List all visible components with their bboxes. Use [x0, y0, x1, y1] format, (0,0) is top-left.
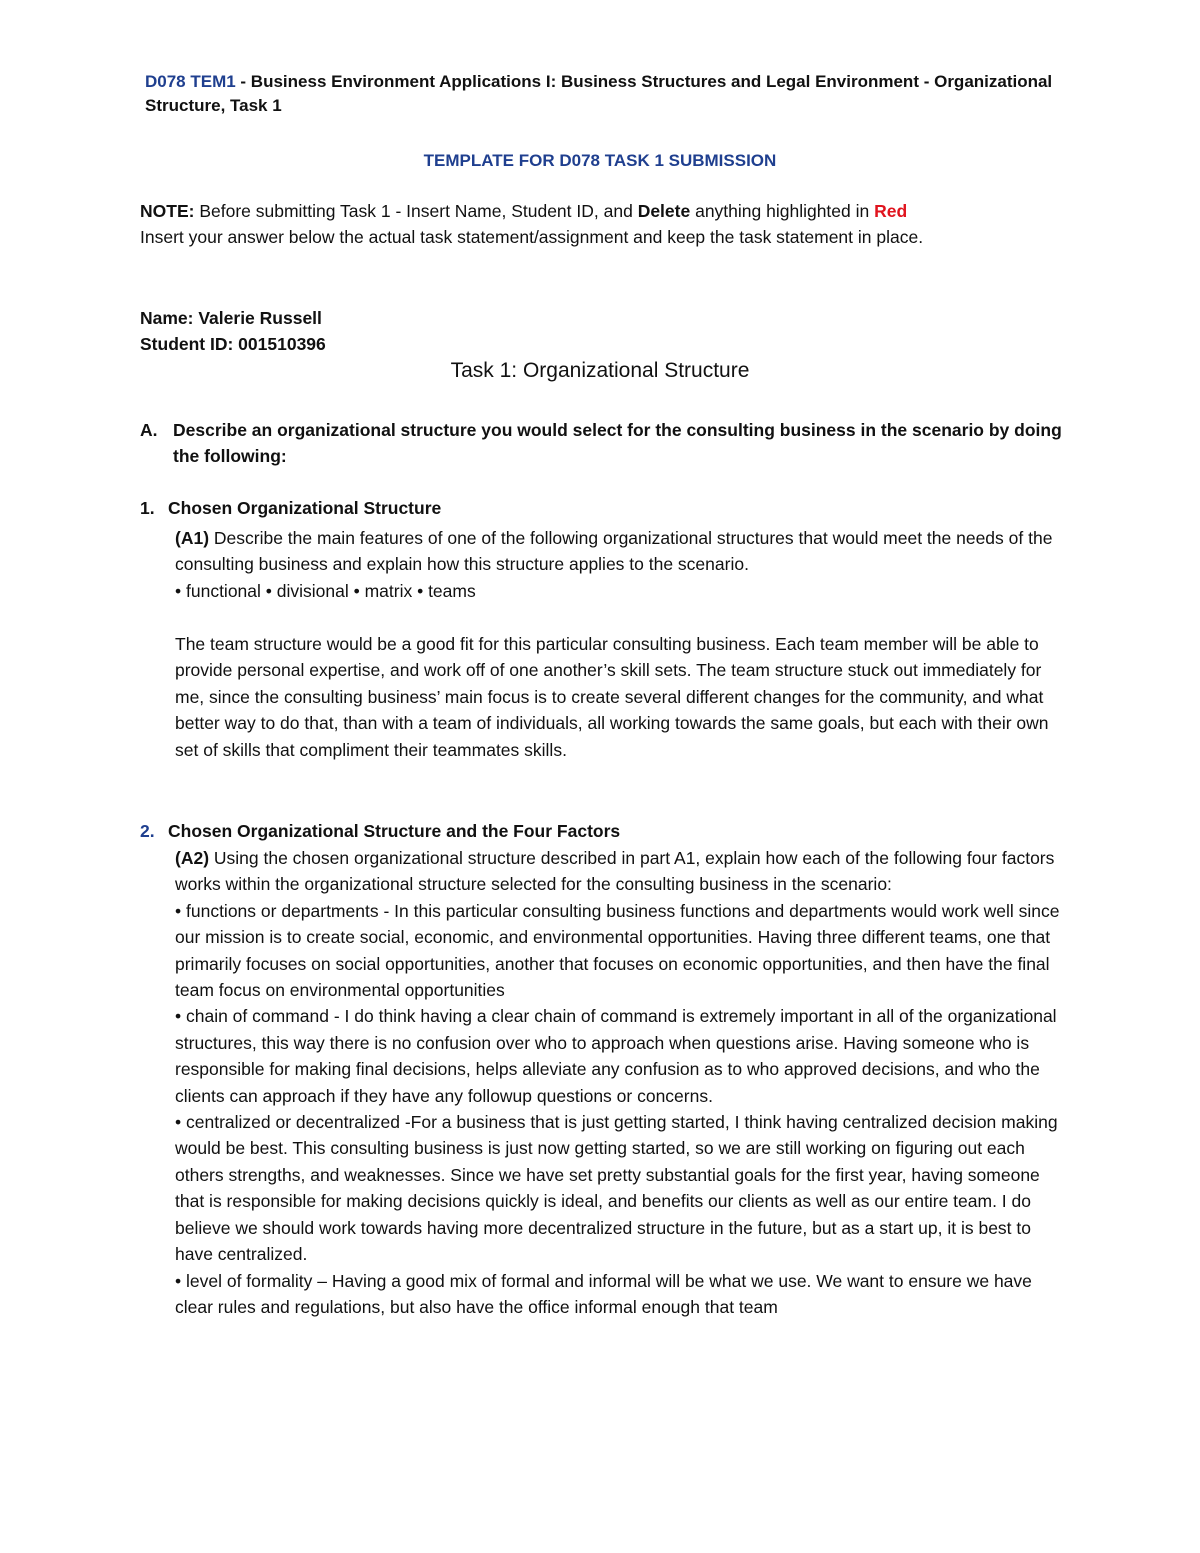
part1-prompt-text — [175, 525, 1070, 578]
course-title: - Business Environment Applications I: Business Structures and Legal Environment - Organizational Structure, Task 1 — [145, 72, 1053, 115]
note-line-1 — [140, 198, 1070, 224]
note-label: NOTE: — [140, 201, 195, 221]
task-title: Task 1: Organizational Structure — [450, 359, 750, 382]
part1-heading — [140, 495, 441, 521]
note-text-1: Before submitting Task 1 - Insert Name, Student ID, and — [194, 201, 638, 221]
red-word: Red — [874, 201, 908, 221]
note-text-2: anything highlighted in — [690, 201, 875, 221]
delete-word: Delete — [637, 201, 691, 221]
bullet-centralization: • centralized or decentralized -For a business that is just getting started, I think having centralized decision making would be best. This consulting business is just now getting started, so we are still working on figuring out each others strengths, and weaknesses. Since we have set pretty substantial goals for the first year, having someone that is responsible for making decisions quickly is ideal, and benefits our clients as well as our entire team. I do believe we should work towards having more decentralized structure in the future, but as a start up, it is best to have centralized. — [175, 1112, 1058, 1265]
part2-heading-text: Chosen Organizational Structure and the Four Factors — [168, 821, 621, 841]
bullet-chain-of-command: • chain of command - I do think having a clear chain of command is extremely important in all of the organizational structures, this way there is no confusion over who to approach when questions arise. Having someone who is responsible for making final decisions, helps alleviate any confusion as to who approved decisions, and who the clients can approach if they have any followup questions or concerns. — [175, 1006, 1057, 1106]
course-code: D078 TEM1 — [145, 72, 236, 91]
section-a-text: Describe an organizational structure you would select for the consulting business in the scenario by doing the following: — [173, 420, 1062, 467]
part2-body — [175, 845, 1070, 1320]
part2-code: (A2) — [175, 848, 210, 868]
part2-prompt-body: Using the chosen organizational structure described in part A1, explain how each of the following four factors works within the organizational structure selected for the consulting business in the scenario: — [175, 848, 1055, 895]
bullet-functions: • functions or departments - In this particular consulting business functions and departments would work well since our mission is to create social, economic, and environmental opportunities. Having three different teams, one that primarily focuses on social opportunities, another that focuses on economic opportunities, and then have the final team focus on environmental opportunities — [175, 900, 1060, 1001]
part1-heading-text: Chosen Organizational Structure — [168, 498, 442, 518]
section-a-label: A. — [140, 420, 158, 440]
part2-number: 2. — [140, 821, 155, 841]
part1-number: 1. — [140, 498, 155, 518]
part2-heading — [140, 818, 620, 844]
bullet-formality: • level of formality – Having a good mix of formal and informal will be what we use. We want to ensure we have clear rules and regulations, but also have the office informal enough that team — [175, 1270, 1032, 1317]
note-block — [140, 198, 1070, 251]
part1-prompt — [175, 525, 1070, 604]
student-name: Name: Valerie Russell — [140, 308, 322, 328]
part1-options: • functional • divisional • matrix • teams — [175, 580, 476, 601]
document-header — [145, 70, 1065, 118]
student-id: Student ID: 001510396 — [140, 334, 326, 354]
part1-prompt-body: Describe the main features of one of the following organizational structures that would meet the needs of the consulting business and explain how this structure applies to the scenario. — [175, 528, 1053, 575]
template-title: TEMPLATE FOR D078 TASK 1 SUBMISSION — [423, 151, 777, 170]
section-a — [140, 417, 1070, 467]
part1-code: (A1) — [175, 528, 210, 548]
part2-prompt — [175, 845, 1070, 898]
note-line-2: Insert your answer below the actual task statement/assignment and keep the task statement in place. — [140, 227, 924, 248]
part1-answer: The team structure would be a good fit for this particular consulting business. Each team member will be able to provide personal expertise, and work off of one another’s skill sets. The team structure stuck out immediately for me, since the consulting business’ main focus is to create several different changes for the community, and what better way to do that, than with a team of individuals, all working towards the same goals, but each with their own set of skills that compliment their teammates skills. — [175, 634, 1049, 760]
